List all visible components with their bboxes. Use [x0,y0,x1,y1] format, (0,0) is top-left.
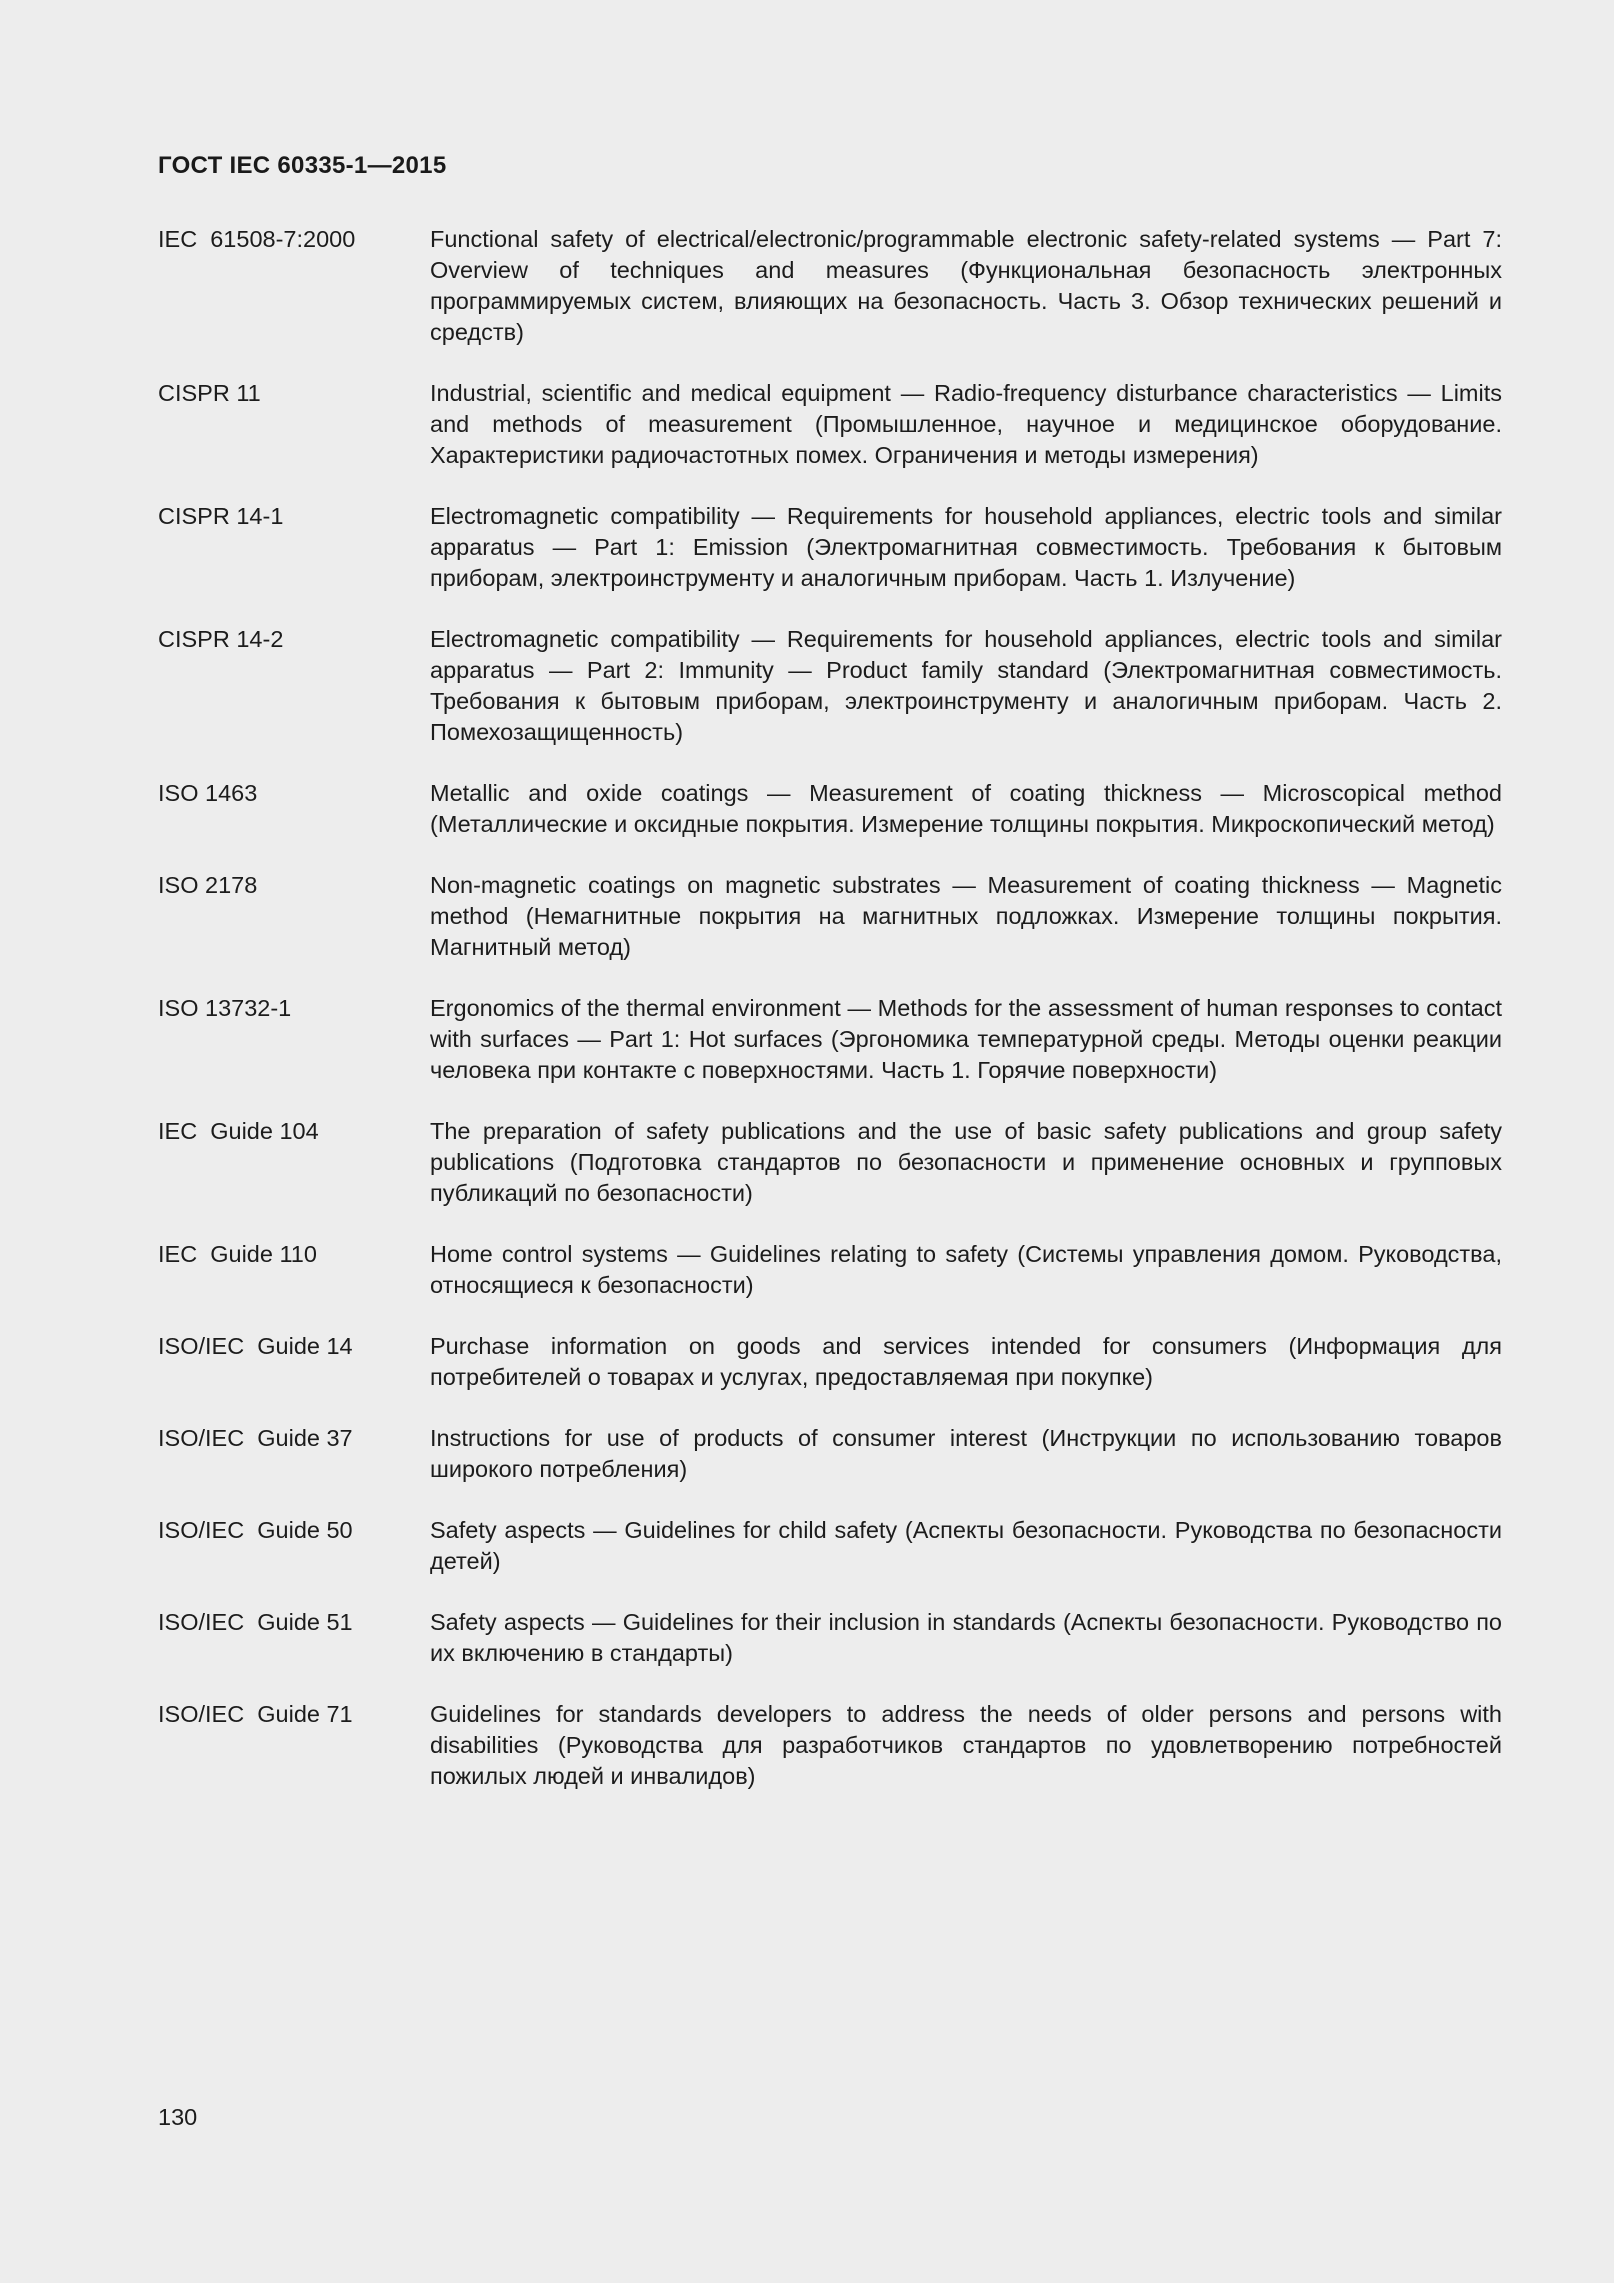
reference-description: Purchase information on goods and services intended for consumers (Информация для потребителей о товарах и услугах, предоставляемая при покупке) [430,1333,1502,1390]
reference-description: Non-magnetic coatings on magnetic substrates — Measurement of coating thickness — Magnetic method (Немагнитные покрытия на магнитных подложках. Измерение толщины покрытия. Магнитный метод) [430,872,1502,960]
reference-code: CISPR 14-2 [158,626,284,652]
reference-row [158,1331,1502,1393]
reference-code: CISPR 14-1 [158,503,284,529]
reference-description: Electromagnetic compatibility — Requirements for household appliances, electric tools and similar apparatus — Part 1: Emission (Электромагнитная совместимость. Требования к бытовым приборам, электроинструменту и аналогичным приборам. Часть 1. Излучение) [430,503,1502,591]
reference-code: IEC Guide 110 [158,1241,317,1267]
page-number: 130 [158,2104,198,2130]
reference-row [158,1239,1502,1301]
reference-row [158,501,1502,594]
reference-description: Metallic and oxide coatings — Measurement of coating thickness — Microscopical method (Металлические и оксидные покрытия. Измерение толщины покрытия. Микроскопический метод) [430,780,1502,837]
reference-description: Industrial, scientific and medical equipment — Radio-frequency disturbance characteristics — Limits and methods of measurement (Промышленное, научное и медицинское оборудование. Характеристики радиочастотных помех. Ограничения и методы измерения) [430,380,1502,468]
reference-description: The preparation of safety publications and the use of basic safety publications and group safety publications (Подготовка стандартов по безопасности и применение основных и групповых публикаций по безопасности) [430,1118,1502,1206]
document-header: ГОСТ IEC 60335-1—2015 [158,152,447,179]
reference-row [158,1116,1502,1209]
reference-code: ISO/IEC Guide 14 [158,1333,353,1359]
reference-row [158,1423,1502,1485]
reference-row [158,624,1502,748]
reference-row [158,224,1502,348]
reference-description: Electromagnetic compatibility — Requirements for household appliances, electric tools and similar apparatus — Part 2: Immunity — Product family standard (Электромагнитная совместимость. Требования к бытовым приборам, электроинструменту и аналогичным приборам. Часть 2. Помехозащищенность) [430,626,1502,745]
reference-code: ISO/IEC Guide 51 [158,1609,353,1635]
reference-row [158,870,1502,963]
reference-description: Instructions for use of products of consumer interest (Инструкции по использованию товаров широкого потребления) [430,1425,1502,1482]
reference-code: IEC Guide 104 [158,1118,319,1144]
reference-description: Guidelines for standards developers to address the needs of older persons and persons with disabilities (Руководства для разработчиков стандартов по удовлетворению потребностей пожилых людей и инвалидов) [430,1701,1502,1789]
reference-code: ISO 13732-1 [158,995,292,1021]
reference-code: CISPR 11 [158,380,261,406]
reference-row [158,378,1502,471]
reference-row [158,1607,1502,1669]
reference-row [158,778,1502,840]
reference-list [158,224,1502,1822]
reference-description: Safety aspects — Guidelines for child safety (Аспекты безопасности. Руководства по безопасности детей) [430,1517,1502,1574]
reference-code: ISO/IEC Guide 37 [158,1425,353,1451]
reference-code: ISO/IEC Guide 71 [158,1701,353,1727]
reference-row [158,1515,1502,1577]
reference-description: Safety aspects — Guidelines for their inclusion in standards (Аспекты безопасности. Руководство по их включению в стандарты) [430,1609,1502,1666]
reference-code: IEC 61508-7:2000 [158,226,356,252]
reference-description: Functional safety of electrical/electronic/programmable electronic safety-related systems — Part 7: Overview of techniques and measures (Функциональная безопасность электронных программируемых систем, влияющих на безопасность. Часть 3. Обзор технических решений и средств) [430,226,1502,345]
reference-description: Ergonomics of the thermal environment — Methods for the assessment of human responses to contact with surfaces — Part 1: Hot surfaces (Эргономика температурной среды. Методы оценки реакции человека при контакте с поверхностями. Часть 1. Горячие поверхности) [430,995,1502,1083]
reference-code: ISO/IEC Guide 50 [158,1517,353,1543]
reference-row [158,993,1502,1086]
reference-row [158,1699,1502,1792]
reference-code: ISO 1463 [158,780,258,806]
reference-code: ISO 2178 [158,872,258,898]
reference-description: Home control systems — Guidelines relating to safety (Системы управления домом. Руководства, относящиеся к безопасности) [430,1241,1502,1298]
